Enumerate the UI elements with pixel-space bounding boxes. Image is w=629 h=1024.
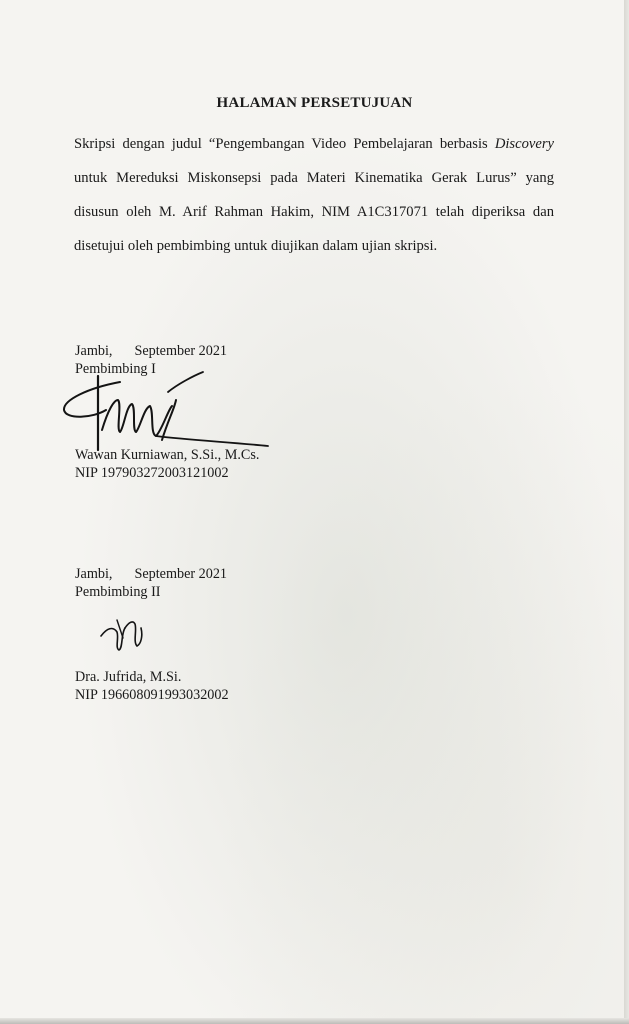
page-title: HALAMAN PERSETUJUAN <box>216 95 413 111</box>
approval-1-role: Pembimbing I <box>75 361 156 377</box>
approval-2-signatory <box>75 668 229 704</box>
approval-1-nip: NIP 197903272003121002 <box>75 465 229 481</box>
page-edge-bottom <box>0 1018 629 1024</box>
paragraph-line-4: disetujui oleh pembimbing untuk diujikan dalam ujian skripsi. <box>74 238 438 254</box>
paragraph-line-1-text: Skripsi dengan judul “Pengembangan Video Pembelajaran berbasis <box>74 136 488 152</box>
approval-1-signatory <box>75 446 259 482</box>
approval-paragraph <box>74 127 554 263</box>
approval-2-nip: NIP 196608091993032002 <box>75 687 229 703</box>
approval-1-name: Wawan Kurniawan, S.Si., M.Cs. <box>75 447 260 463</box>
approval-2-role: Pembimbing II <box>75 584 161 600</box>
page-edge-right <box>624 0 629 1024</box>
approval-1-place-date <box>75 342 227 360</box>
paragraph-italic-term: Discovery <box>494 136 554 152</box>
approval-2-date: September 2021 <box>134 566 228 582</box>
signature-2-image <box>95 608 155 658</box>
approval-1-place: Jambi, <box>75 343 113 359</box>
approval-2-place-date <box>75 565 227 583</box>
approval-2-name: Dra. Jufrida, M.Si. <box>75 669 182 685</box>
approval-2-header <box>75 565 227 601</box>
approval-2-place: Jambi, <box>75 566 113 582</box>
paragraph-line-2: untuk Mereduksi Miskonsepsi pada Materi Kinematika Gerak Lurus” yang <box>74 170 554 186</box>
paragraph-line-3: disusun oleh M. Arif Rahman Hakim, NIM A1C317071 telah diperiksa dan <box>74 204 554 220</box>
paragraph-line-1 <box>74 127 554 161</box>
approval-1-date: September 2021 <box>134 343 228 359</box>
